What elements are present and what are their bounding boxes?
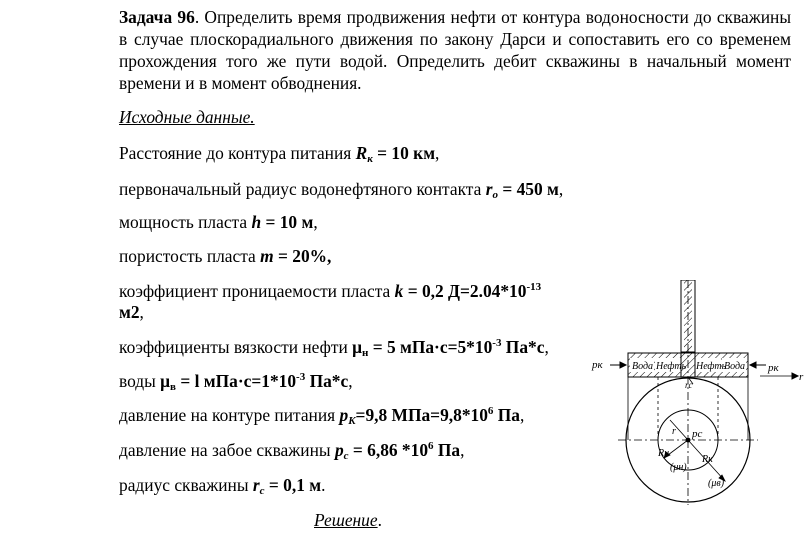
solution-heading: Решение. — [314, 510, 382, 530]
param-permeability: коэффициент проницаемости пласта k = 0,2 $Д=2.04*10^{-13}$ — [119, 281, 542, 301]
cell-water-right: Вода — [724, 361, 746, 372]
task-text: . Определить время продвижения нефти от контура водоносности до скважины в случае плоскорадиального движения по закону Дарси и сопоставить его со временем прохождения того же пути водой. Определить дебит скважины в начальный момент времени и в момент обводнения. — [119, 7, 792, 93]
reservoir-diagram — [588, 280, 808, 510]
cell-oil-right: Нефть — [696, 361, 727, 372]
param-well-radius: радиус скважины $r_c = 0,1$ м. — [119, 475, 326, 497]
task-statement — [119, 6, 791, 94]
param-permeability-cont: м2, — [119, 302, 144, 322]
cell-water-left: Вода — [632, 361, 654, 372]
param-water-viscosity: воды $\mu_в = l$ $мПа\cdot с=1*10^{-3}$ Па*с, — [119, 371, 353, 393]
label-rh: Rн — [658, 448, 670, 459]
label-pc: pс — [692, 428, 703, 440]
param-thickness: мощность пласта h = 10 м, — [119, 212, 318, 232]
label-r-axis: r — [799, 371, 804, 383]
param-porosity: пористость пласта m = 20%, — [119, 246, 332, 266]
label-mu-oil: (μн) — [670, 462, 687, 473]
label-rc-top: rс — [685, 380, 693, 390]
label-pk-left: pк — [592, 359, 603, 371]
label-r: r — [672, 426, 676, 437]
label-rk: Rк — [702, 454, 713, 465]
param-contour-distance: Расстояние до контура питания $R_к = 10$ км, — [119, 143, 440, 165]
param-contour-pressure: давление на контуре питания $p_K=9,8$ $МПа=9,8*10^6$ Па, — [119, 405, 525, 427]
label-pk-right: pк — [768, 362, 779, 374]
param-oil-viscosity: коэффициенты вязкости нефти $\mu_н = 5$ $мПа\cdot с=5*10^{-3}$ Па*с, — [119, 337, 549, 359]
cell-oil-left: Нефть — [656, 361, 687, 372]
param-bottomhole-pressure: давление на забое скважины $p_c = 6,86$ $*10^6$ Па, — [119, 440, 465, 462]
param-contact-radius: первоначальный радиус водонефтяного контакта $r_о = 450$ м, — [119, 179, 564, 201]
task-label: Задача 96 — [119, 7, 195, 27]
source-data-heading: Исходные данные. — [119, 107, 255, 127]
label-mu-water: (μв) — [708, 478, 725, 489]
